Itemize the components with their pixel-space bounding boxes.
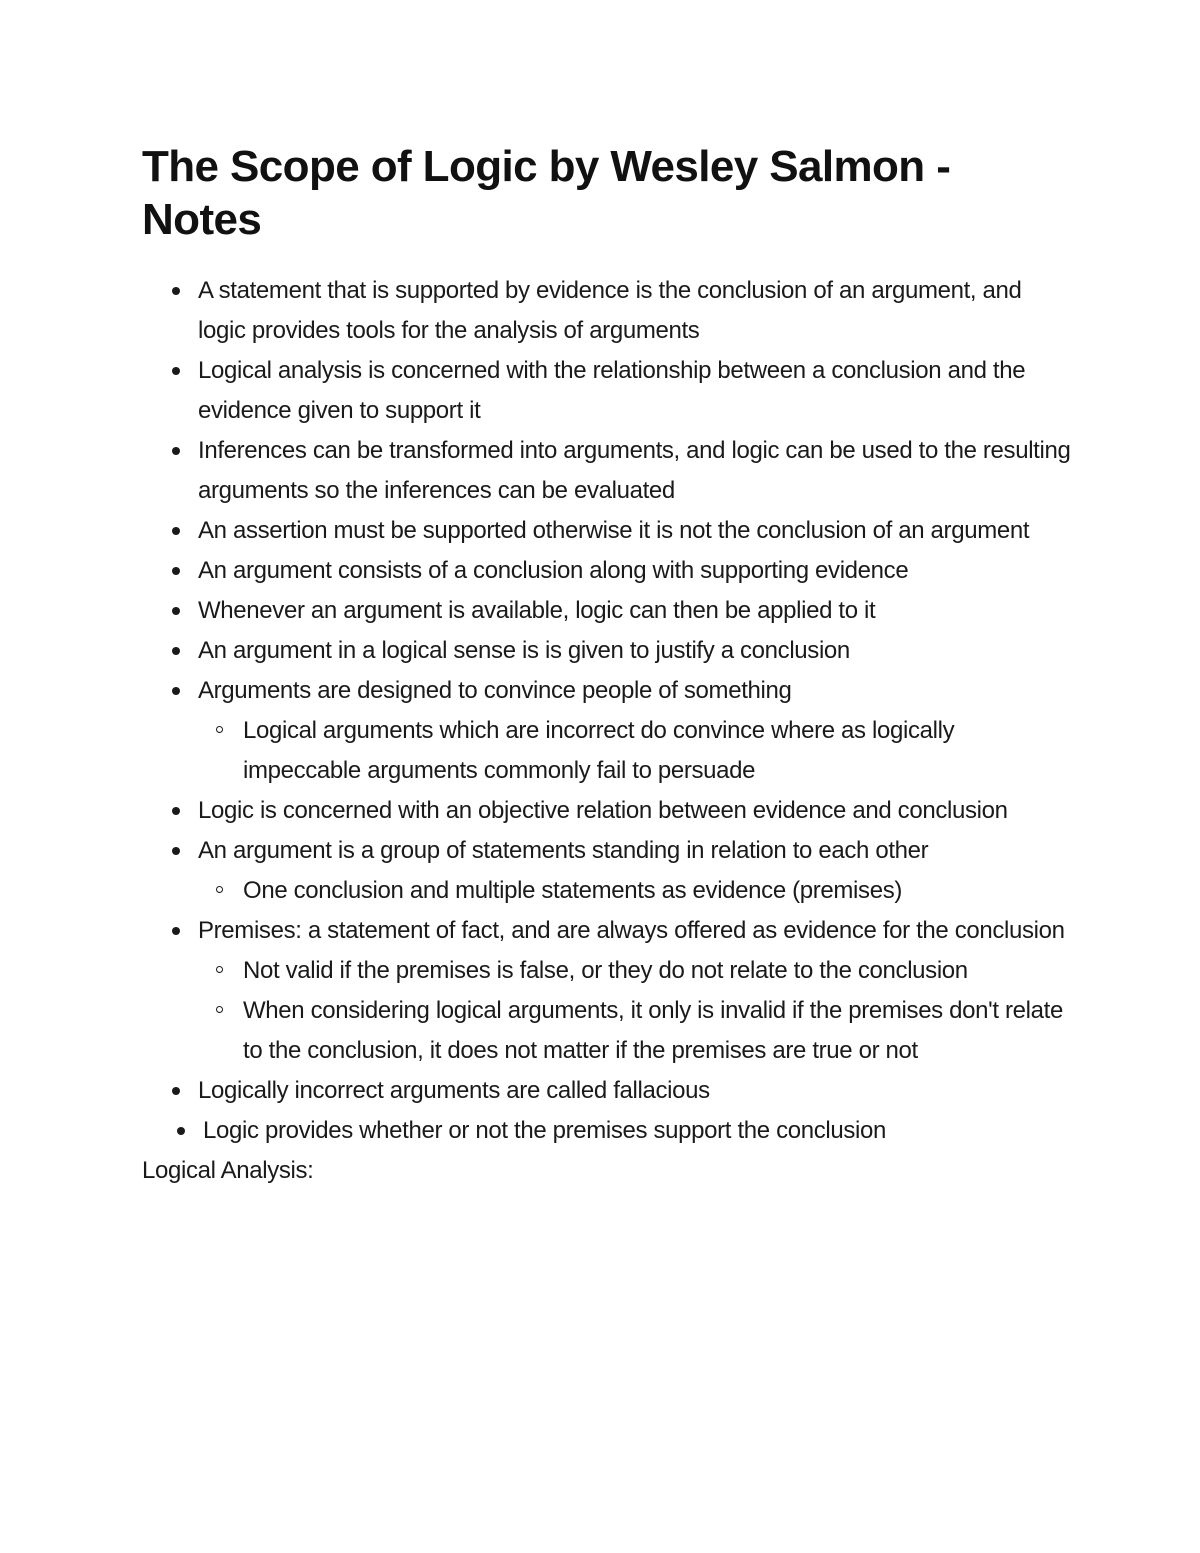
- sub-list: [198, 871, 1072, 911]
- sub-list-item: [198, 711, 1072, 791]
- sub-list-item-text: When considering logical arguments, it only is invalid if the premises don't relate to the conclusion, it does not matter if the premises are true or not: [243, 997, 1063, 1064]
- list-item-text: Logically incorrect arguments are called fallacious: [198, 1077, 710, 1104]
- list-item-text: Logical analysis is concerned with the relationship between a conclusion and the evidence given to support it: [198, 357, 1026, 424]
- list-item-text: An argument in a logical sense is is given to justify a conclusion: [198, 637, 850, 664]
- list-item-text: Arguments are designed to convince people of something: [198, 677, 792, 704]
- list-item-text: Inferences can be transformed into arguments, and logic can be used to the resulting arguments so the inferences can be evaluated: [198, 437, 1071, 504]
- sub-list-item-text: Logical arguments which are incorrect do convince where as logically impeccable arguments commonly fail to persuade: [243, 717, 955, 784]
- list-item-text: Logic is concerned with an objective relation between evidence and conclusion: [198, 797, 1008, 824]
- list-item: [142, 791, 1072, 831]
- list-item: [142, 591, 1072, 631]
- list-item-text: Whenever an argument is available, logic can then be applied to it: [198, 597, 876, 624]
- list-item: [142, 511, 1072, 551]
- list-item-text: A statement that is supported by evidence is the conclusion of an argument, and logic provides tools for the analysis of arguments: [198, 277, 1022, 344]
- list-item: [142, 831, 1072, 911]
- list-item: [142, 631, 1072, 671]
- list-item-text: An assertion must be supported otherwise it is not the conclusion of an argument: [198, 517, 1030, 544]
- list-item-text: Logic provides whether or not the premises support the conclusion: [203, 1117, 886, 1144]
- list-item: [147, 1111, 1072, 1151]
- list-item-text: An argument consists of a conclusion along with supporting evidence: [198, 557, 909, 584]
- list-item: [142, 551, 1072, 591]
- notes-list: [142, 271, 1072, 1151]
- section-heading-logical-analysis: Logical Analysis:: [142, 1157, 314, 1184]
- list-item: [142, 431, 1072, 511]
- sub-list-item: [198, 991, 1072, 1071]
- list-item: [142, 911, 1072, 1071]
- list-item: [142, 351, 1072, 431]
- document-page: [142, 140, 1072, 1184]
- page-title: The Scope of Logic by Wesley Salmon - Notes: [142, 142, 951, 244]
- list-item: [142, 1071, 1072, 1111]
- sub-list-item-text: Not valid if the premises is false, or they do not relate to the conclusion: [243, 957, 968, 984]
- list-item: [142, 271, 1072, 351]
- sub-list-item: [198, 951, 1072, 991]
- sub-list: [198, 951, 1072, 1071]
- sub-list-item: [198, 871, 1072, 911]
- list-item: [142, 671, 1072, 791]
- sub-list: [198, 711, 1072, 791]
- list-item-text: Premises: a statement of fact, and are always offered as evidence for the conclusion: [198, 917, 1065, 944]
- sub-list-item-text: One conclusion and multiple statements as evidence (premises): [243, 877, 902, 904]
- list-item-text: An argument is a group of statements standing in relation to each other: [198, 837, 929, 864]
